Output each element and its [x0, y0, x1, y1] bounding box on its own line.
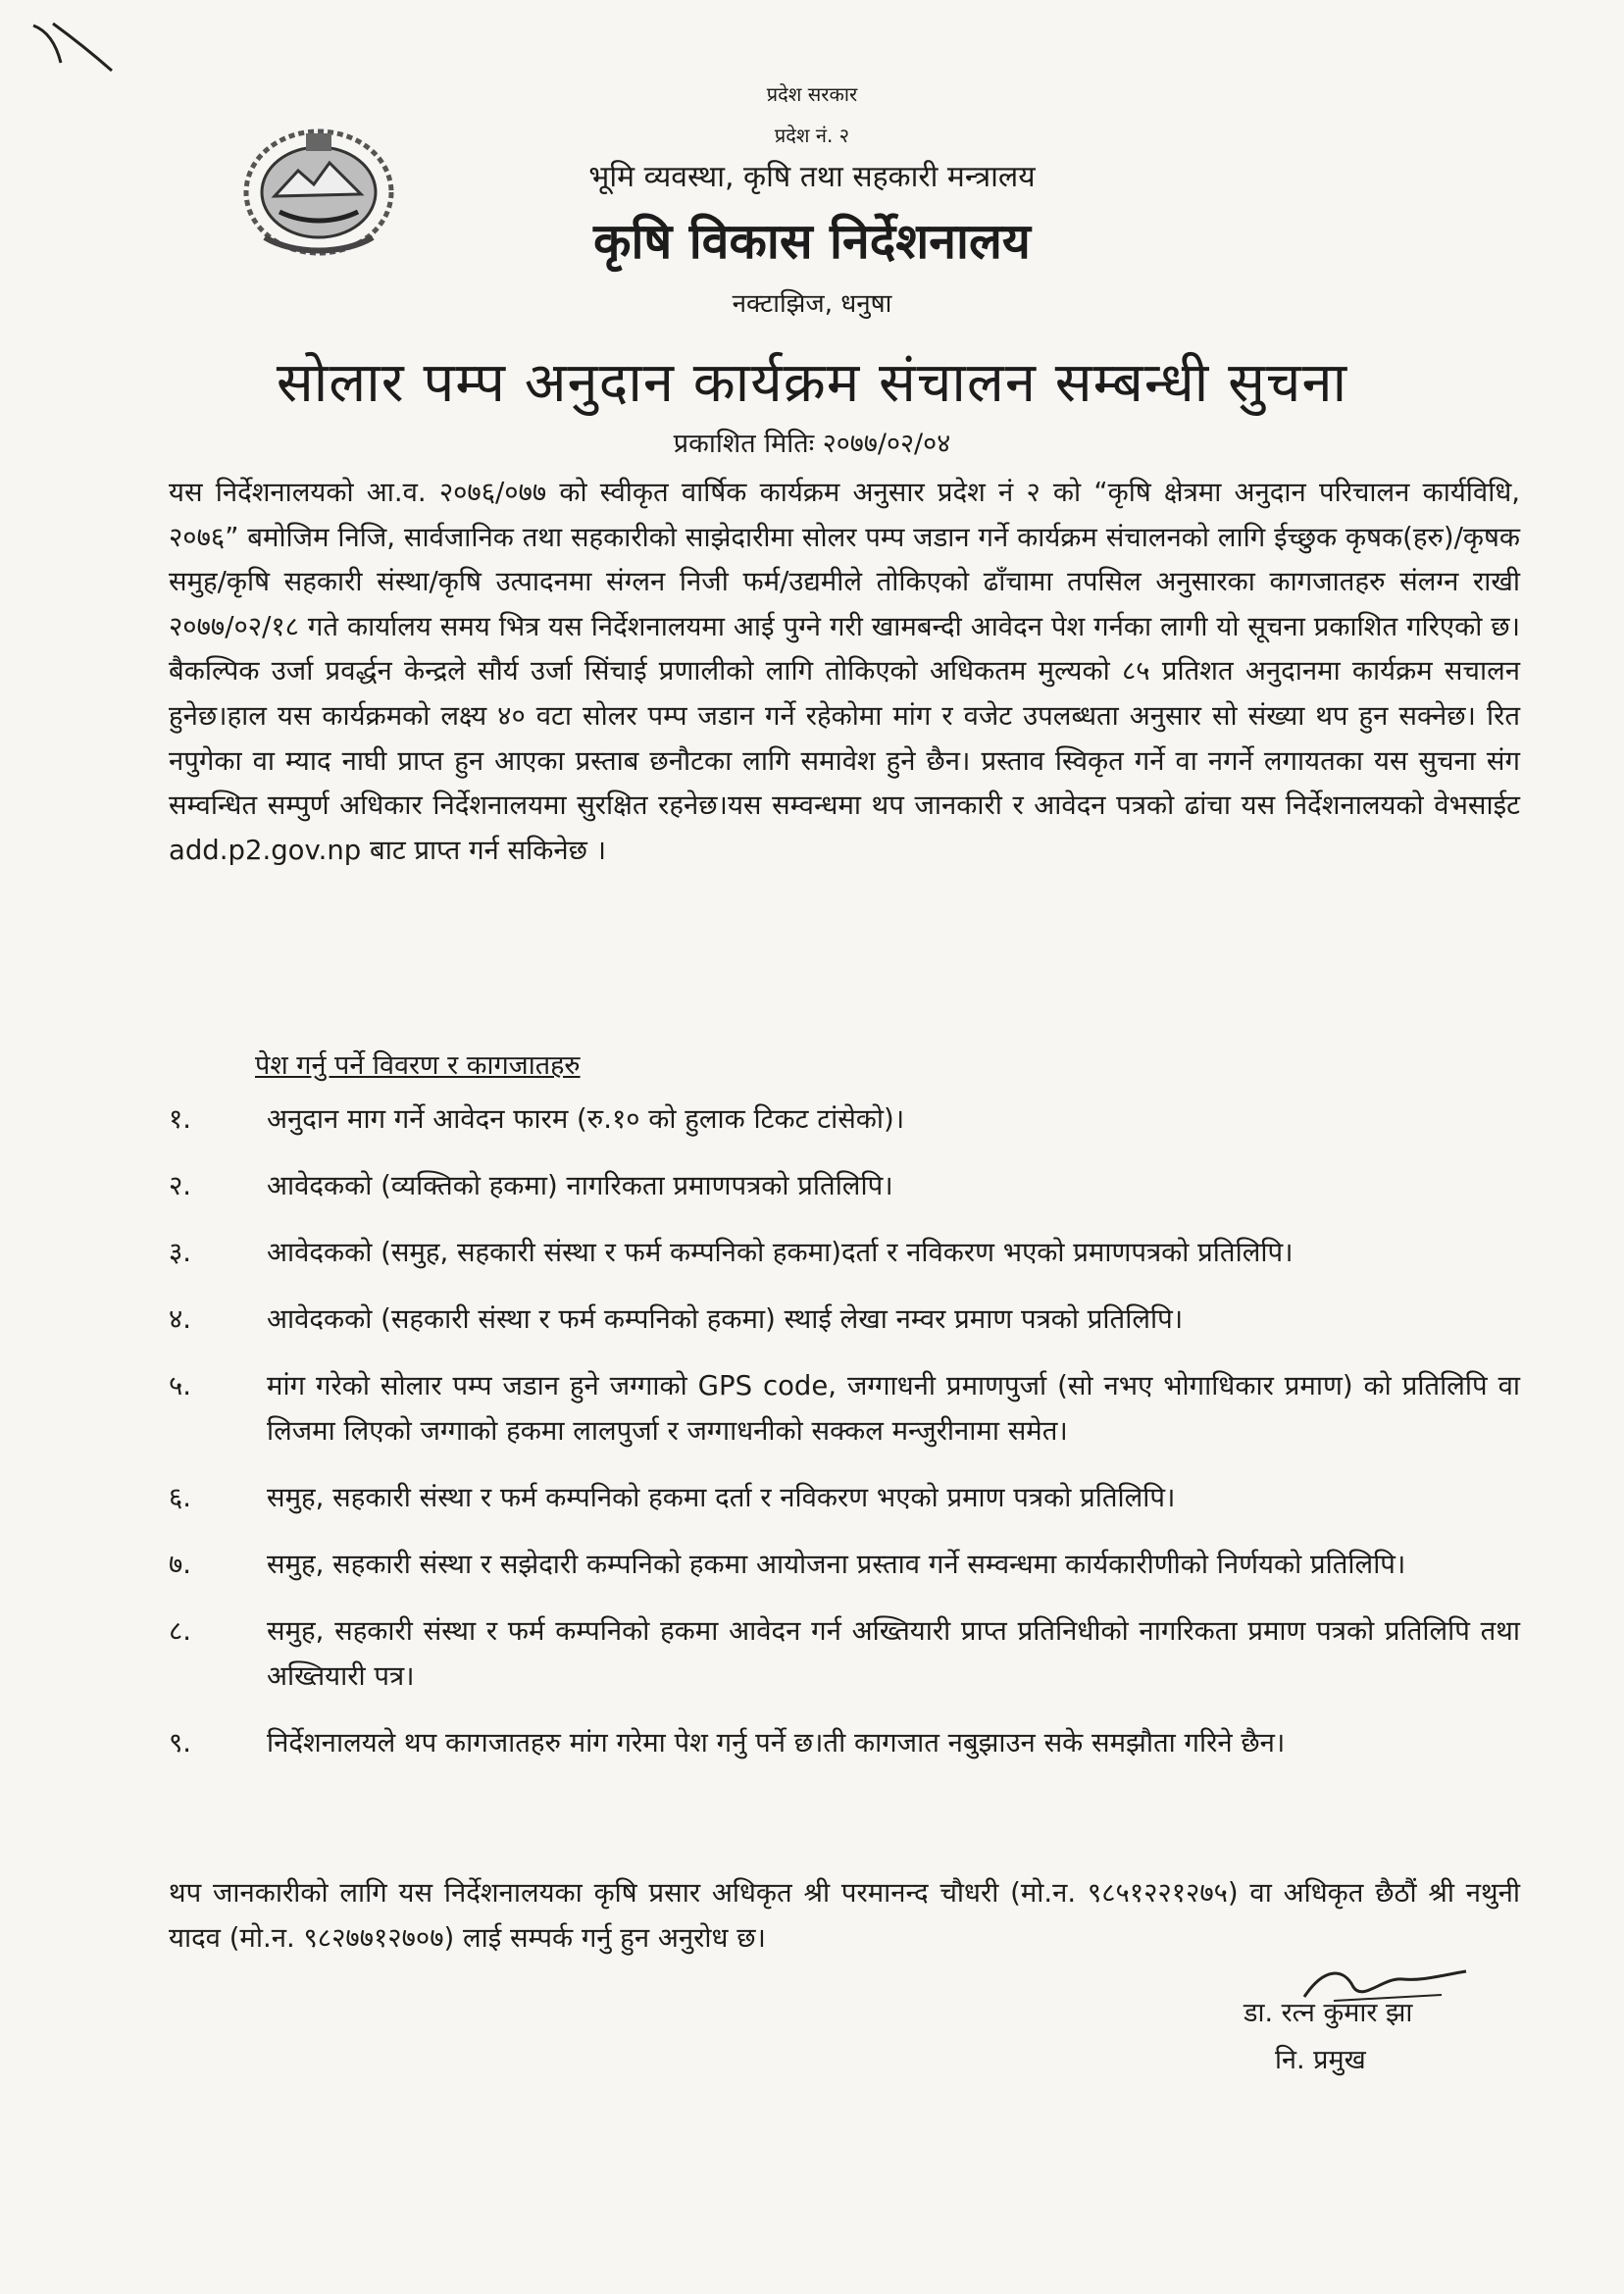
list-item-text: आवेदकको (सहकारी संस्था र फर्म कम्पनिको हकमा) स्थाई लेखा नम्वर प्रमाण पत्रको प्रतिलिपि। [267, 1303, 1184, 1335]
notice-title: सोलार पम्प अनुदान कार्यक्रम संचालन सम्बन्धी सुचना [276, 351, 1348, 415]
list-item-text: आवेदकको (समुह, सहकारी संस्था र फर्म कम्पनिको हकमा)दर्ता र नविकरण भएको प्रमाणपत्रको प्रतिलिपि। [267, 1237, 1294, 1268]
office-address: नक्टाझिज, धनुषा [732, 289, 892, 319]
list-item-number: ६. [169, 1482, 192, 1513]
docs-list [169, 1096, 1520, 1787]
list-item-number: २. [169, 1170, 192, 1201]
list-item-text: निर्देशनालयले थप कागजातहरु मांग गरेमा पेश गर्नु पर्ने छ।ती कागजात नबुझाउन सके समझौता गरिने छैन। [267, 1727, 1286, 1759]
handwritten-mark-icon [27, 18, 116, 76]
office-name: कृषि विकास निर्देशनालय [593, 213, 1031, 270]
province-label: प्रदेश नं. २ [774, 124, 850, 147]
notice-body: यस निर्देशनालयको आ.व. २०७६/०७७ को स्वीकृत वार्षिक कार्यक्रम अनुसार प्रदेश नं २ को “कृषि क्षेत्रमा अनुदान परिचालन कार्यविधि, २०७६” बमोजिम निजि, सार्वजानिक तथा सहकारीको साझेदारीमा सोलर पम्प जडान गर्ने कार्यक्रम संचालनको लागि ईच्छुक कृषक(हरु)/कृषक समुह/कृषि सहकारी संस्था/कृषि उत्पादनमा संग्लन निजी फर्म/उद्यमीले तोकिएको ढाँचामा तपसिल अनुसारका कागजातहरु संलग्न राखी २०७७/०२/१८ गते कार्यालय समय भित्र यस निर्देशनालयमा आई पुग्ने गरी खामबन्दी आवेदन पेश गर्नका लागी यो सूचना प्रकाशित गरिएको छ। बैकल्पिक उर्जा प्रवर्द्धन केन्द्रले सौर्य उर्जा सिंचाई प्रणालीको लागि तोकिएको अधिकतम मुल्यको ८५ प्रतिशत अनुदानमा कार्यक्रम सचालन हुनेछ।हाल यस कार्यक्रमको लक्ष्य ४० वटा सोलर पम्प जडान गर्ने रहेकोमा मांग र वजेट उपलब्धता अनुसार सो संख्या थप हुन सक्नेछ। रित नपुगेका वा म्याद नाघी प्राप्त हुन आएका प्रस्ताब छनौटका लागि समावेश हुने छैन। प्रस्ताव स्विकृत गर्ने वा नगर्ने लगायतका यस सुचना संग सम्वन्धित सम्पुर्ण अधिकार निर्देशनालयमा सुरक्षित रहनेछ।यस सम्वन्धमा थप जानकारी र आवेदन पत्रको ढांचा यस निर्देशनालयको वेभसाईट add.p2.gov.np बाट प्राप्त गर्न सकिनेछ । [169, 477, 1520, 866]
published-date: प्रकाशित मितिः २०७७/०२/०४ [673, 429, 951, 459]
list-item-text: आवेदकको (व्यक्तिको हकमा) नागरिकता प्रमाणपत्रको प्रतिलिपि। [267, 1170, 893, 1201]
list-item [169, 1163, 1520, 1208]
ministry-name: भूमि व्यवस्था, कृषि तथा सहकारी मन्त्रालय [588, 160, 1036, 194]
list-item-number: ९. [169, 1727, 192, 1759]
list-item [169, 1608, 1520, 1699]
government-label: प्रदेश सरकार [766, 82, 858, 106]
list-item-number: ७. [169, 1549, 192, 1580]
list-item-text: समुह, सहकारी संस्था र सझेदारी कम्पनिको हकमा आयोजना प्रस्ताव गर्ने सम्वन्धमा कार्यकारीणीको निर्णयको प्रतिलिपि। [267, 1549, 1406, 1580]
list-item [169, 1230, 1520, 1275]
list-item-number: ४. [169, 1303, 192, 1335]
list-item [169, 1096, 1520, 1142]
list-item [169, 1363, 1520, 1453]
list-item-text: समुह, सहकारी संस्था र फर्म कम्पनिको हकमा दर्ता र नविकरण भएको प्रमाण पत्रको प्रतिलिपि। [267, 1482, 1176, 1513]
list-item-number: ५. [169, 1370, 192, 1402]
list-item [169, 1542, 1520, 1587]
signatory-name: डा. रत्न कुमार झा [1243, 1998, 1413, 2028]
list-item-text: मांग गरेको सोलार पम्प जडान हुने जग्गाको GPS code, जग्गाधनी प्रमाणपुर्जा (सो नभए भोगाधिकार प्रमाण) को प्रतिलिपि वा लिजमा लिएको जग्गाको हकमा लालपुर्जा र जग्गाधनीको सक्कल मन्जुरीनामा समेत। [267, 1370, 1520, 1447]
signatory-title: नि. प्रमुख [1275, 2045, 1366, 2075]
list-item-text: अनुदान माग गर्ने आवेदन फारम (रु.१० को हुलाक टिकट टांसेको)। [267, 1103, 905, 1135]
docs-heading: पेश गर्नु पर्ने विवरण र कागजातहरु [255, 1050, 581, 1081]
list-item-text: समुह, सहकारी संस्था र फर्म कम्पनिको हकमा आवेदन गर्न अख्तियारी प्राप्त प्रतिनिधीको नागरिकता प्रमाण पत्रको प्रतिलिपि तथा अख्तियारी पत्र। [267, 1615, 1520, 1692]
contact-paragraph: थप जानकारीको लागि यस निर्देशनालयका कृषि प्रसार अधिकृत श्री परमानन्द चौधरी (मो.न. ९८५१२२१२७५) वा अधिकृत छैठौं श्री नथुनी यादव (मो.न. ९८२७७१२७०७) लाई सम्पर्क गर्नु हुन अनुरोध छ। [169, 1877, 1520, 1954]
list-item-number: १. [169, 1103, 192, 1135]
list-item [169, 1297, 1520, 1342]
list-item-number: ८. [169, 1615, 192, 1647]
list-item [169, 1475, 1520, 1520]
list-item-number: ३. [169, 1237, 192, 1268]
list-item [169, 1720, 1520, 1765]
